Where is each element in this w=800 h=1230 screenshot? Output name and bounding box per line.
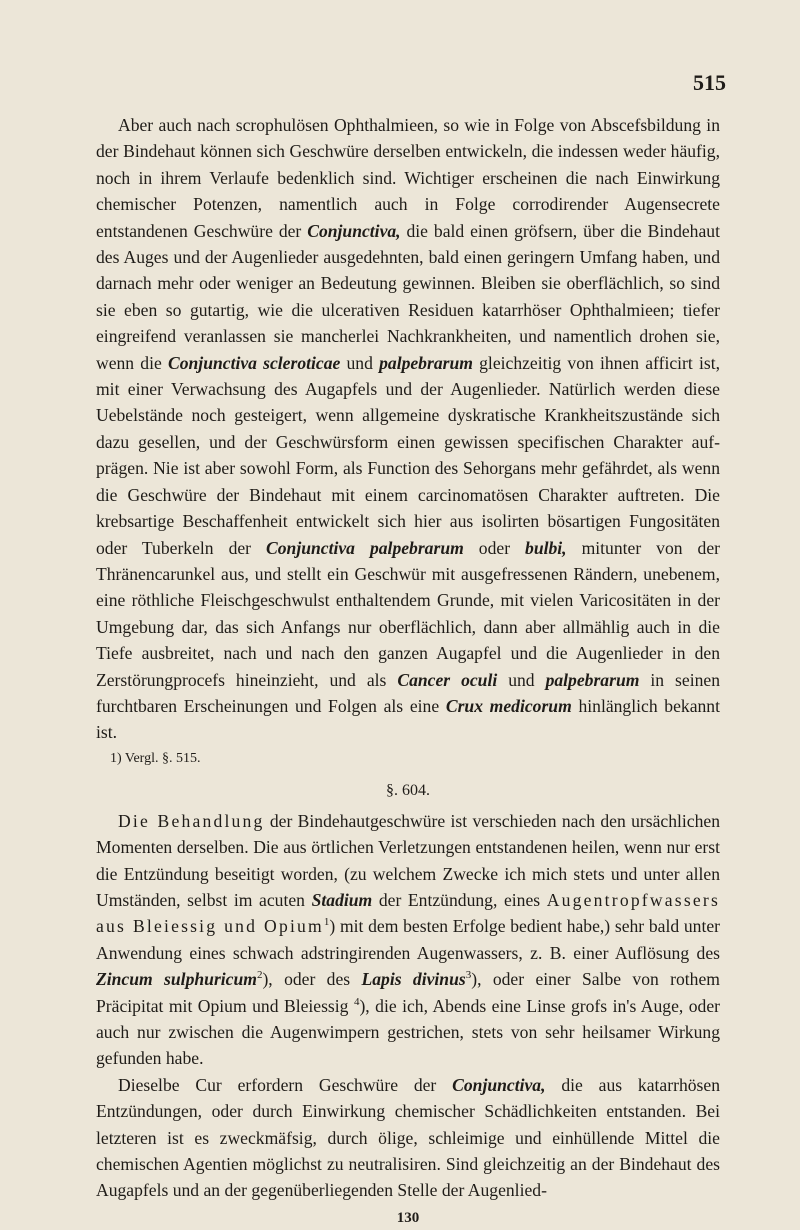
latin-term: Conjunctiva scleroticae [167, 352, 341, 373]
latin-term: Lapis divinus [361, 969, 466, 990]
signature-mark: 130 [396, 1209, 420, 1226]
text-run: Dieselbe Cur erfordern Geschwüre der [118, 1074, 453, 1095]
footnote-ref: 1 [323, 916, 330, 929]
footnote-ref: 4 [353, 995, 360, 1008]
section-heading: §. 604. [386, 781, 430, 799]
latin-term: Conjunctiva, [452, 1074, 546, 1095]
paragraph-same-cure [96, 1072, 720, 1204]
paragraph-abscess-ulcers [96, 112, 720, 746]
text-run: in seinen furchtbaren Erscheinungen und Folgen als eine [96, 669, 720, 716]
latin-term: Zincum sulphuricum [96, 969, 257, 990]
spaced-term: Die Behandlung [118, 810, 265, 831]
latin-term: palpebrarum [545, 669, 640, 690]
latin-term: Conjunctiva palpebrarum [266, 537, 464, 558]
latin-term: bulbi, [525, 537, 567, 558]
latin-term: Conjunctiva, [307, 220, 401, 241]
spaced-term: Augentropfwassers aus Bleiessig und Opium [96, 889, 720, 937]
footnote-ref: 3 [465, 969, 472, 982]
text-run: ), die ich, Abends eine Linse grofs in's Auge, oder auch nur zwischen die Augenwimpern gestrichen, stets von sehr heilsamer Wirkung gefunden habe. [96, 995, 720, 1069]
latin-term: palpebrarum [379, 352, 473, 373]
latin-term: Cancer oculi [397, 669, 498, 690]
latin-term: Crux medicorum [445, 695, 572, 716]
page-number: 515 [693, 70, 726, 95]
text-run: der Entzündung, eines [372, 889, 547, 910]
body-text [96, 112, 720, 1230]
text-run: und [497, 669, 546, 690]
footnote: 1) Vergl. §. 515. [110, 750, 201, 766]
text-run: ), oder einer Salbe von rothem Präcipitat mit Opium und Bleiessig [96, 969, 720, 1016]
text-run: und [340, 352, 380, 373]
text-run: die bald einen gröfsern, über die Bindehaut des Auges und der Augenlieder ausgedehnten, bald einen geringern Umfang haben, und darnach mehr oder weniger an Bedeutung gewinnen. Bleiben sie oberflächlich, so sind sie eben so gutartig, wie die ulcerativen Residuen katarrhöser Ophthalmieen; tiefer eingreifend veranlassen sie mancherlei Nachkrankheiten, und namentlich drohen sie, wenn die [96, 220, 720, 373]
text-run: die aus katarrhösen Entzündungen, oder durch Einwirkung chemischer Schädlichkeiten entstanden. Bei letzteren ist es zweckmäfsig, durch ölige, schleimige und einhüllende Mittel die chemischen Agentien möglichst zu neutralisiren. Sind gleichzeitig an der Bindehaut des Augapfels und an der gegenüberliegenden Stelle der Augenlied- [96, 1074, 720, 1201]
text-run: oder [463, 537, 526, 558]
text-run: Aber auch nach scrophulösen Ophthalmieen, so wie in Folge von Abscefsbildung in der Bindehaut können sich Geschwüre derselben entwickeln, die indessen weder häufig, noch in ihrem Verlaufe bedenklich sind. Wichtiger erscheinen die nach Einwirkung chemischer Potenzen, namentlich auch in Folge corrodirender Augensecrete entstandenen Geschwüre der [96, 115, 720, 241]
text-run: hinlänglich bekannt ist. [96, 695, 720, 743]
text-run: gleichzeitig von ihnen afficirt ist, mit einer Verwachsung des Augapfels und der Augenlieder. Natürlich werden diese Uebelstände noch gesteigert, wenn allgemeine dyskratische Krankheitszustände sich dazu gesellen, und der Geschwürsform einen gewissen specifischen Charakter aufprägen. Nie ist aber sowohl Form, als Function des Sehorgans mehr gefährdet, als wenn die Geschwüre der Bindehaut mit einem carcinomatösen Charakter auftreten. Die krebsartige Beschaffenheit entwickelt sich hier aus isolirten bösartigen Fungositäten oder Tuberkeln der [96, 352, 720, 558]
text-run: ) mit dem besten Erfolge bedient habe,) sehr bald unter Anwendung eines schwach adstringirenden Augenwassers, z. B. einer Auflösung des [96, 916, 720, 963]
footnote-ref: 2 [256, 969, 263, 982]
paragraph-treatment [96, 808, 720, 1072]
latin-term: Stadium [311, 889, 373, 910]
text-run: ), oder des [262, 969, 362, 990]
text-run: der Bindehautgeschwüre ist verschieden nach den ursächlichen Momenten derselben. Die aus örtlichen Verletzungen entstandenen heilen, wenn nur erst die Entzündung beseitigt worden, (zu welchem Zwecke ich mich stets und unter allen Umständen, selbst im acuten [96, 810, 721, 910]
text-run: mitunter von der Thränencarunkel aus, und stellt ein Geschwür mit ausgefressenen Rändern, unebenem, eine röthliche Fleischgeschwulst enthaltendem Grunde, mit vielen Varicositäten in der Umgebung dar, das sich Anfangs nur oberflächlich, dann aber allmählig auch in die Tiefe ausbreitet, nach und nach den ganzen Augapfel und die Augenlieder in den Zerstörungprocefs hineinzieht, und als [96, 537, 720, 690]
